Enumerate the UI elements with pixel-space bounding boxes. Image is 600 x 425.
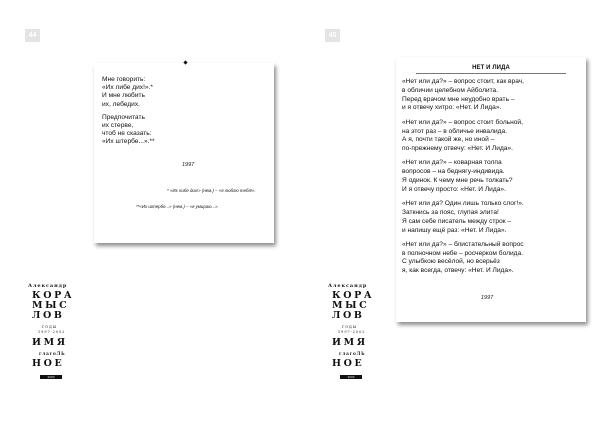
- poem-right-line: Заткнись за пояс, глупая элита!: [402, 208, 499, 216]
- cover-surname-3: ЛОВ: [332, 310, 365, 321]
- cover-title-top: ИМЯ: [332, 337, 368, 348]
- poem-left-line: «Их либе дих!».*: [102, 84, 153, 92]
- poem-right-line: Перед врачом мне неудобно врать –: [402, 95, 515, 103]
- book-cover-logo-right: [328, 283, 378, 403]
- poem-right-line: «Нет или да?» – блистательный вопрос: [402, 240, 524, 248]
- cover-years-label: ГОДЫ: [342, 325, 358, 329]
- cover-title-bottom: НОЕ: [32, 358, 65, 369]
- poem-left-line: И мне любить: [102, 92, 145, 100]
- poem-title: НЕТ И ЛИДА: [472, 65, 510, 71]
- poem-right-line: на этот раз – в обличье инвалида.: [402, 127, 507, 135]
- poem-right-line: «Нет или да?» – вопрос стоит, как врач,: [402, 78, 525, 85]
- footnote-1: * «Их либе дих!» (нем.) – «я люблю тебя!».: [167, 188, 256, 193]
- cover-author: Александр: [28, 283, 68, 289]
- poem-left-line: их, лебедих.: [102, 100, 140, 108]
- poem-left-line: «Их штербе...».**: [102, 138, 155, 146]
- poem-right-line: и напишу ещё раз: «Нет. И Лида».: [402, 226, 507, 234]
- cover-title-mid: глагоЛЬ: [339, 351, 366, 356]
- poem-right-line: «Нет или да? Один лишь только слог!».: [402, 200, 524, 208]
- poem-right-line: «Нет или да?» – коварная толпа: [402, 159, 502, 167]
- poem-left-line: Предпочитать: [102, 113, 145, 121]
- page-number-left: 44: [25, 29, 40, 42]
- cover-years-label: ГОДЫ: [42, 325, 58, 329]
- cover-surname-2: МЫС: [332, 300, 370, 311]
- poem-title-bar: [416, 65, 566, 74]
- poem-left-line: чтоб не сказать:: [102, 130, 152, 138]
- poem-right-line: Я сам себе писатель между строк –: [402, 217, 512, 225]
- book-cover-logo-left: [28, 283, 78, 403]
- cover-surname-3: ЛОВ: [32, 310, 65, 321]
- poem-card-left: [94, 63, 274, 243]
- poem-right-line: вопросов – на беднягу-индивида.: [402, 168, 505, 176]
- cover-surname-2: МЫС: [32, 300, 70, 311]
- cover-title-top: ИМЯ: [32, 337, 68, 348]
- poem-right-line: в обличии целебном Айболита.: [402, 86, 499, 94]
- poem-left-line: Мне говорить:: [102, 76, 146, 83]
- poem-right-line: И я отвечу просто: «Нет. И Лида».: [402, 185, 506, 193]
- poem-right-line: «Нет или да?» – вопрос стоит больной,: [402, 118, 523, 126]
- cover-band: 2003: [340, 375, 362, 379]
- page-number-right: 45: [325, 29, 340, 42]
- poem-right-line: С улыбкою весёлой, но всерьёз: [402, 258, 500, 266]
- poem-right-line: я, как всегда, отвечу: «Нет. И Лида».: [402, 267, 514, 275]
- poem-right-line: в полночном небе – росчерком болида.: [402, 249, 523, 257]
- cover-years: 1997-2002: [338, 330, 366, 334]
- footnote-2: **«Их штербе...» (нем.) – «я умираю...».: [136, 204, 219, 209]
- poem-right-line: и я отвечу хитро: «Нет. И Лида».: [402, 104, 502, 112]
- ornament-diamond: [183, 60, 187, 64]
- poem-right-line: А я, почти такой же, но иной –: [402, 136, 495, 144]
- cover-surname-1: КОРА: [32, 290, 75, 301]
- poem-card-right: [396, 57, 586, 322]
- cover-surname-1: КОРА: [332, 290, 375, 301]
- poem-year-right: 1997: [481, 295, 494, 301]
- poem-year-left: 1997: [182, 162, 195, 168]
- cover-title-mid: глагоЛЬ: [39, 351, 66, 356]
- poem-left-line: их стерве,: [102, 122, 134, 129]
- cover-title-bottom: НОЕ: [332, 358, 365, 369]
- poem-right-line: по-прежнему отвечу: «Нет. И Лида».: [402, 145, 513, 153]
- cover-author: Александр: [328, 283, 368, 289]
- cover-band: 2003: [40, 375, 62, 379]
- poem-right-line: Я одинок. К чему мне речь толкать?: [402, 177, 513, 184]
- cover-years: 1997-2002: [38, 330, 66, 334]
